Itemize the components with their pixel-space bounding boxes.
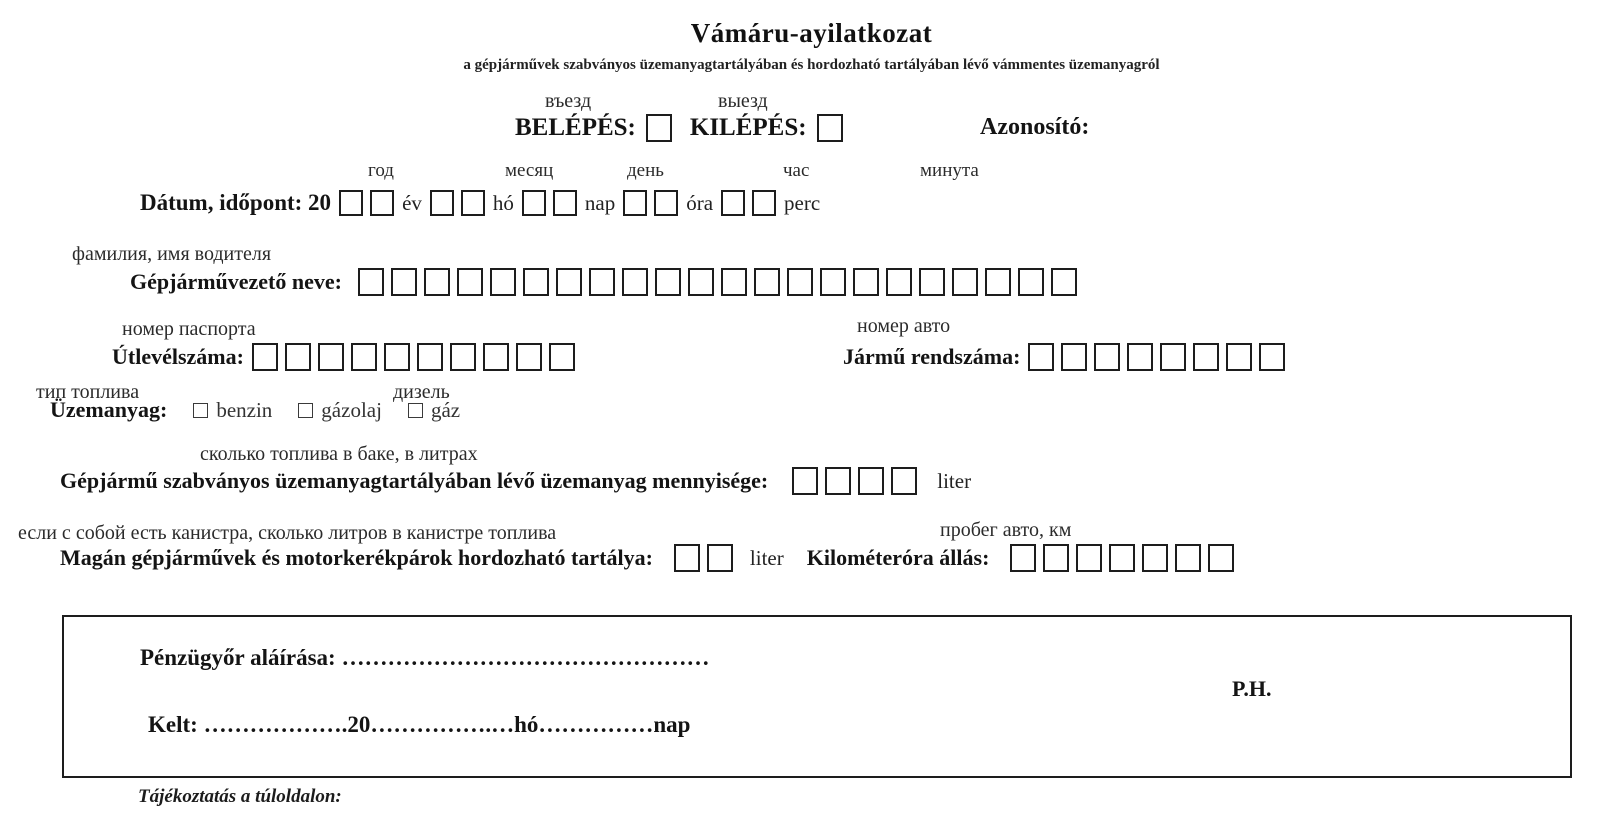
tank-label: Gépjármű szabványos üzemanyagtartályában lévő üzemanyag mennyisége:: [60, 468, 769, 493]
hour-unit: óra: [686, 190, 714, 215]
benzin-checkbox[interactable]: [193, 403, 208, 418]
year-unit: év: [402, 190, 422, 215]
hour-boxes[interactable]: [623, 190, 678, 216]
fuel-row: [50, 397, 460, 423]
driver-name-box[interactable]: [1018, 268, 1044, 296]
tank-boxes[interactable]: [792, 467, 917, 495]
driver-name-box[interactable]: [622, 268, 648, 296]
entry-label: BELÉPÉS:: [515, 114, 636, 141]
day-box[interactable]: [522, 190, 546, 216]
odometer-box[interactable]: [1208, 544, 1234, 572]
odometer-box[interactable]: [1142, 544, 1168, 572]
driver-name-box[interactable]: [358, 268, 384, 296]
driver-name-box[interactable]: [919, 268, 945, 296]
plate-boxes[interactable]: [1028, 343, 1285, 371]
driver-name-box[interactable]: [820, 268, 846, 296]
fuel-option-benzin[interactable]: [193, 398, 272, 423]
driver-name-box[interactable]: [754, 268, 780, 296]
passport-boxes[interactable]: [252, 343, 575, 371]
passport-box[interactable]: [285, 343, 311, 371]
driver-name-box[interactable]: [556, 268, 582, 296]
minute-box[interactable]: [721, 190, 745, 216]
driver-name-box[interactable]: [424, 268, 450, 296]
tank-box[interactable]: [858, 467, 884, 495]
entry-exit-row: [515, 114, 843, 142]
kelt-line[interactable]: [148, 712, 690, 738]
passport-box[interactable]: [549, 343, 575, 371]
plate-box[interactable]: [1061, 343, 1087, 371]
plate-box[interactable]: [1193, 343, 1219, 371]
driver-name-box[interactable]: [787, 268, 813, 296]
driver-name-box[interactable]: [688, 268, 714, 296]
hour-box[interactable]: [623, 190, 647, 216]
odometer-box[interactable]: [1043, 544, 1069, 572]
benzin-label: benzin: [216, 397, 273, 422]
signature-label: Pénzügyőr aláírása:: [140, 645, 336, 670]
minute-boxes[interactable]: [721, 190, 776, 216]
minute-box[interactable]: [752, 190, 776, 216]
month-boxes[interactable]: [430, 190, 485, 216]
day-box[interactable]: [553, 190, 577, 216]
month-russian-label: месяц: [505, 160, 554, 181]
driver-name-box[interactable]: [391, 268, 417, 296]
date-label: Dátum, időpont: 20: [140, 190, 332, 215]
entry-russian-label: въезд: [545, 90, 592, 112]
driver-name-box[interactable]: [985, 268, 1011, 296]
driver-label: Gépjárművezető neve:: [130, 269, 342, 294]
fuel-label: Üzemanyag:: [50, 397, 168, 422]
passport-box[interactable]: [483, 343, 509, 371]
year-box[interactable]: [370, 190, 394, 216]
fuel-option-gazolaj[interactable]: [298, 398, 382, 423]
year-russian-label: год: [368, 160, 394, 181]
signature-frame: [62, 615, 1572, 778]
month-unit: hó: [492, 190, 514, 215]
plate-box[interactable]: [1226, 343, 1252, 371]
driver-name-box[interactable]: [1051, 268, 1077, 296]
driver-name-box[interactable]: [655, 268, 681, 296]
day-russian-label: день: [627, 160, 664, 181]
canister-row: [60, 544, 1234, 572]
identifier-label: Azonosító:: [980, 114, 1090, 140]
canister-russian-label: если с собой есть канистра, сколько литров в канистре топлива: [18, 522, 557, 544]
diesel-russian-label: дизель: [393, 381, 450, 403]
driver-russian-label: фамилия, имя водителя: [72, 243, 272, 265]
odometer-box[interactable]: [1175, 544, 1201, 572]
tank-box[interactable]: [891, 467, 917, 495]
plate-box[interactable]: [1160, 343, 1186, 371]
plate-box[interactable]: [1094, 343, 1120, 371]
day-boxes[interactable]: [522, 190, 577, 216]
day-unit: nap: [584, 190, 616, 215]
date-row: [140, 190, 820, 216]
driver-name-box[interactable]: [721, 268, 747, 296]
exit-russian-label: выезд: [718, 90, 768, 112]
odometer-box[interactable]: [1010, 544, 1036, 572]
odometer-boxes[interactable]: [1010, 544, 1234, 572]
gazolaj-checkbox[interactable]: [298, 403, 313, 418]
odometer-russian-label: пробег авто, км: [940, 519, 1072, 541]
hour-box[interactable]: [654, 190, 678, 216]
passport-box[interactable]: [351, 343, 377, 371]
signature-dots: …………………………………………: [341, 645, 710, 670]
tank-unit: liter: [937, 468, 972, 493]
driver-name-box[interactable]: [886, 268, 912, 296]
plate-box[interactable]: [1259, 343, 1285, 371]
odometer-box[interactable]: [1109, 544, 1135, 572]
hour-russian-label: час: [783, 160, 810, 181]
minute-russian-label: минута: [920, 160, 979, 181]
passport-box[interactable]: [417, 343, 443, 371]
plate-russian-label: номер авто: [857, 315, 951, 337]
stamp-placeholder: P.H.: [1232, 676, 1272, 701]
kelt-dots: ……………….20…………….…hó……………nap: [203, 712, 691, 737]
odometer-label: Kilométeróra állás:: [806, 545, 990, 570]
page-title: Vámáru-ayilatkozat: [690, 18, 933, 48]
plate-box[interactable]: [1127, 343, 1153, 371]
canister-unit: liter: [749, 545, 784, 570]
driver-name-box[interactable]: [853, 268, 879, 296]
month-box[interactable]: [461, 190, 485, 216]
driver-row: [130, 268, 1077, 296]
passport-row: [112, 343, 575, 371]
exit-checkbox[interactable]: [817, 114, 843, 142]
passport-label: Útlevélszáma:: [112, 344, 244, 369]
entry-checkbox[interactable]: [646, 114, 672, 142]
gazolaj-label: gázolaj: [321, 397, 382, 422]
fuel-option-gaz[interactable]: [408, 398, 460, 423]
fuel-russian-label: тип топлива: [36, 381, 140, 403]
driver-name-box[interactable]: [523, 268, 549, 296]
driver-name-box[interactable]: [490, 268, 516, 296]
gaz-checkbox[interactable]: [408, 403, 423, 418]
driver-name-box[interactable]: [589, 268, 615, 296]
minute-unit: perc: [784, 190, 821, 215]
footnote: Tájékoztatás a túloldalon:: [138, 786, 342, 807]
passport-box[interactable]: [450, 343, 476, 371]
driver-name-boxes[interactable]: [358, 268, 1077, 296]
passport-russian-label: номер паспорта: [122, 318, 256, 340]
passport-box[interactable]: [384, 343, 410, 371]
plate-row: [843, 343, 1285, 371]
passport-box[interactable]: [318, 343, 344, 371]
tank-row: [60, 467, 971, 495]
plate-label: Jármű rendszáma:: [843, 344, 1021, 369]
canister-box[interactable]: [707, 544, 733, 572]
passport-box[interactable]: [516, 343, 542, 371]
canister-boxes[interactable]: [674, 544, 733, 572]
passport-box[interactable]: [252, 343, 278, 371]
canister-label: Magán gépjárművek és motorkerékpárok hordozható tartálya:: [60, 545, 653, 570]
page-subtitle: a gépjárművek szabványos üzemanyagtartályában és hordozható tartályában lévő vámmentes üzemanyagról: [463, 57, 1160, 73]
kelt-label: Kelt:: [148, 712, 198, 737]
odometer-box[interactable]: [1076, 544, 1102, 572]
month-box[interactable]: [430, 190, 454, 216]
plate-box[interactable]: [1028, 343, 1054, 371]
year-boxes[interactable]: [339, 190, 394, 216]
signature-line[interactable]: [140, 645, 709, 671]
canister-box[interactable]: [674, 544, 700, 572]
tank-box[interactable]: [792, 467, 818, 495]
tank-russian-label: сколько топлива в баке, в литрах: [200, 443, 478, 465]
driver-name-box[interactable]: [457, 268, 483, 296]
gaz-label: gáz: [430, 397, 461, 422]
exit-label: KILÉPÉS:: [689, 114, 807, 141]
year-box[interactable]: [339, 190, 363, 216]
tank-box[interactable]: [825, 467, 851, 495]
driver-name-box[interactable]: [952, 268, 978, 296]
